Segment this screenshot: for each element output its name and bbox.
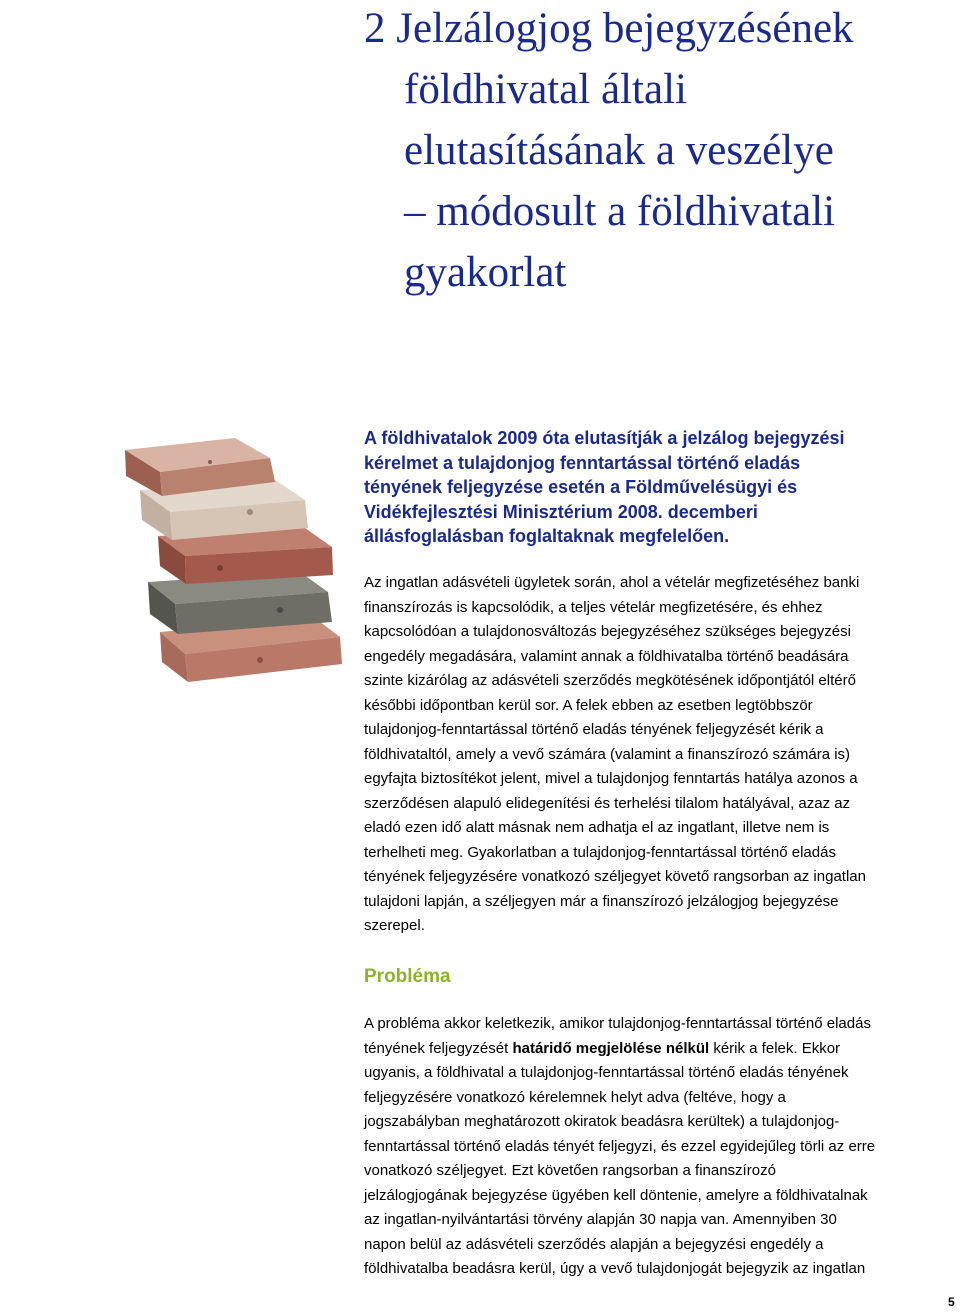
paragraph-text: tényének feljegyzését bbox=[364, 1039, 513, 1057]
paragraph-line: terhelheti meg. Gyakorlatban a tulajdonjog-fenntartással történő eladás bbox=[364, 843, 836, 861]
paragraph-line: fenntartással történő eladás tényét feljegyzi, és ezzel egyidejűleg törli az erre bbox=[364, 1137, 876, 1155]
lead-line: tényének feljegyzése esetén a Földművelésügyi és bbox=[364, 477, 798, 497]
brick-stack-image bbox=[100, 432, 360, 682]
title-line: földhivatal általi bbox=[404, 66, 687, 113]
paragraph-line: ugyanis, a földhivatal a tulajdonjog-fenntartással történő eladás tényének bbox=[364, 1064, 849, 1081]
paragraph-line: kapcsolódóan a tulajdonosváltozás bejegyzéséhez szükséges bejegyzési bbox=[364, 623, 851, 640]
paragraph-line: finanszírozás is kapcsolódik, a teljes vételár megfizetésére, és ehhez bbox=[364, 598, 823, 616]
lead-line: állásfoglalásban foglaltaknak megfelelően. bbox=[364, 526, 730, 546]
paragraph-line: feljegyzésére vonatkozó kérelemnek helyt adva (feltéve, hogy a bbox=[364, 1088, 786, 1106]
paragraph-line: eladó ezen idő alatt másnak nem adhatja el az ingatlant, illetve nem is bbox=[364, 819, 830, 836]
paragraph-line: A probléma akkor keletkezik, amikor tulajdonjog-fenntartással történő eladás bbox=[364, 1015, 871, 1032]
page-number: 5 bbox=[948, 1295, 955, 1309]
lead-line: Vidékfejlesztési Minisztérium 2008. decemberi bbox=[364, 501, 758, 522]
paragraph-line: Az ingatlan adásvételi ügyletek során, ahol a vételár megfizetéséhez banki bbox=[364, 574, 860, 591]
paragraph-line: későbbi időpontban kerül sor. A felek ebben az esetben legtöbbször bbox=[364, 696, 813, 714]
paragraph-line: tulajdonjog-fenntartással történő eladás tényének feljegyzését kérik a bbox=[364, 721, 824, 738]
paragraph-line: szerződésen alapuló elidegenítési és terhelési tilalom hatályával, azaz az bbox=[364, 794, 851, 812]
section-heading-problema: Probléma bbox=[364, 966, 451, 987]
title-line: 2 Jelzálogjog bejegyzésének bbox=[364, 5, 854, 52]
paragraph-line: tényének feljegyzésére vonatkozó széljegyet követő rangsorban az ingatlan bbox=[364, 868, 866, 885]
paragraph-line: napon belül az adásvételi szerződés alapján a bejegyzési engedély a bbox=[364, 1235, 824, 1253]
paragraph-line: szerepel. bbox=[364, 917, 425, 934]
paragraph-line: jelzálogjogának bejegyzése ügyében kell döntenie, amelyre a földhivatalnak bbox=[364, 1186, 868, 1204]
body-paragraph-2 bbox=[364, 1012, 954, 1282]
paragraph-line: az ingatlan-nyilvántartási törvény alapján 30 napja van. Amennyiben 30 bbox=[364, 1211, 837, 1228]
paragraph-line: jogszabályban meghatározott okiratok beadásra kerültek) a tulajdonjog- bbox=[364, 1113, 840, 1130]
emphasis-text: határidő megjelölése nélkül bbox=[512, 1039, 710, 1057]
lead-line: kérelmet a tulajdonjog fenntartással történő eladás bbox=[364, 452, 801, 473]
title-line: – módosult a földhivatali bbox=[404, 188, 836, 235]
title-line: elutasításának a veszélye bbox=[404, 127, 834, 174]
paragraph-line: engedély megadására, valamint annak a földhivatalba történő beadására bbox=[364, 647, 849, 665]
paragraph-line: földhivataltól, amely a vevő számára (valamint a finanszírozó számára is) bbox=[364, 745, 851, 763]
body-paragraph-1 bbox=[364, 571, 954, 939]
lead-paragraph bbox=[364, 426, 904, 549]
paragraph-line: szinte kizárólag az adásvételi szerződés megkötésének időpontjától eltérő bbox=[364, 672, 856, 689]
paragraph-line bbox=[364, 1037, 954, 1062]
title-line: gyakorlat bbox=[404, 249, 567, 296]
paragraph-line: tulajdoni lapján, a széljegyen már a finanszírozó jelzálogjog bejegyzése bbox=[364, 892, 839, 910]
page-title bbox=[364, 0, 960, 303]
paragraph-text: kérik a felek. Ekkor bbox=[709, 1039, 841, 1057]
lead-line: A földhivatalok 2009 óta elutasítják a jelzálog bejegyzési bbox=[364, 428, 845, 448]
paragraph-line: földhivatalba beadásra kerül, úgy a vevő tulajdonjogát bejegyzik az ingatlan bbox=[364, 1260, 866, 1277]
paragraph-line: egyfajta biztosítékot jelent, mivel a tulajdonjog fenntartás hatálya azonos a bbox=[364, 770, 858, 787]
paragraph-line: vonatkozó széljegyet. Ezt követően rangsorban a finanszírozó bbox=[364, 1162, 776, 1179]
